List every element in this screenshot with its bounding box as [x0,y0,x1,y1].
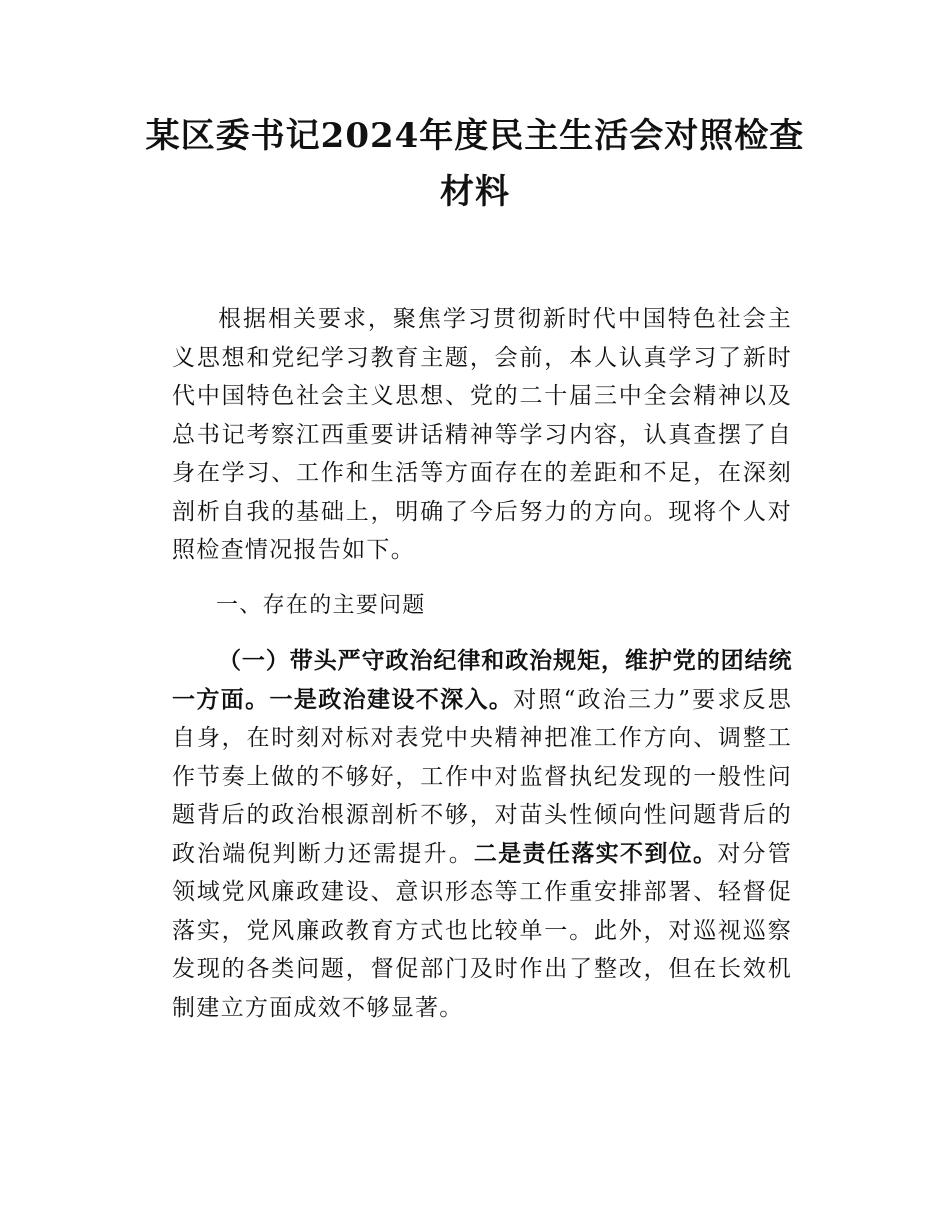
document-title: 某区委书记2024年度民主生活会对照检查材料 [145,116,805,212]
point-two-label: 二是责任落实不到位。 [473,840,718,867]
point-one-label: 一是政治建设不深入。 [269,686,514,713]
subsection-heading: （一）带头严守政治纪律和政治规矩，维护党的团结统一方面。 [172,648,792,713]
document-body [172,300,792,1027]
section-heading: 一、存在的主要问题 [216,592,426,618]
point-two-text: 对分管领域党风廉政建设、意识形态等工作重安排部署、轻督促落实，党风廉政教育方式也比较单一。此外，对巡视巡察发现的各类问题，督促部门及时作出了整改，但在长效机制建立方面成效不够显著。 [172,840,792,1021]
problem-paragraph [172,642,792,1027]
intro-paragraph: 根据相关要求，聚焦学习贯彻新时代中国特色社会主义思想和党纪学习教育主题，会前，本人认真学习了新时代中国特色社会主义思想、党的二十届三中全会精神以及总书记考察江西重要讲话精神等学习内容，认真查摆了自身在学习、工作和生活等方面存在的差距和不足，在深刻剖析自我的基础上，明确了今后努力的方向。现将个人对照检查情况报告如下。 [172,306,792,563]
point-one-text: 对照“政治三力”要求反思自身，在时刻对标对表党中央精神把准工作方向、调整工作节奏上做的不够好，工作中对监督执纪发现的一般性问题背后的政治根源剖析不够，对苗头性倾向性问题背后的政治端倪判断力还需提升。 [172,686,792,867]
